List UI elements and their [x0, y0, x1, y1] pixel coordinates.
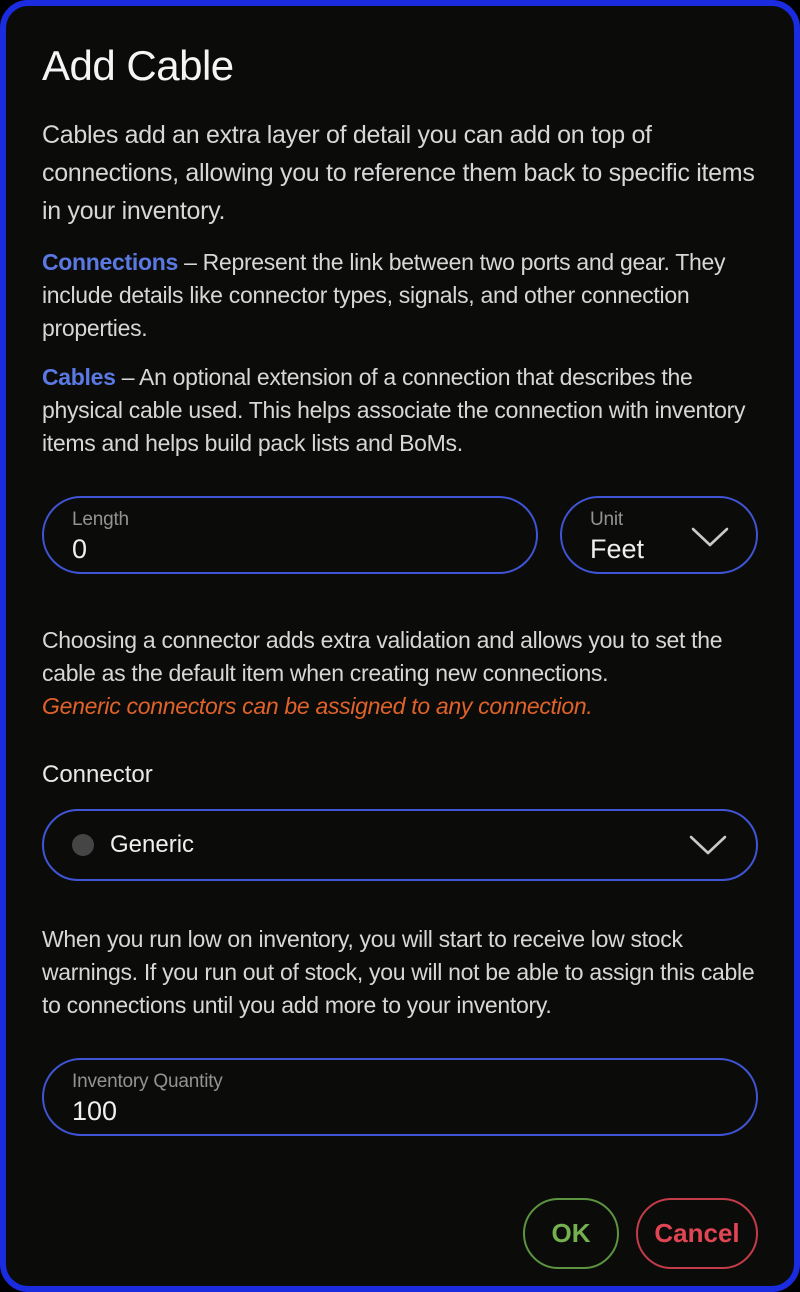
dialog-title: Add Cable — [42, 42, 234, 89]
connections-term: Connections — [42, 249, 178, 275]
inventory-quantity-label: Inventory Quantity — [72, 1071, 223, 1092]
length-field[interactable] — [42, 496, 538, 574]
length-input[interactable] — [72, 531, 508, 565]
unit-select-label: Unit — [590, 509, 623, 530]
connector-select-value: Generic — [110, 831, 195, 858]
inventory-quantity-input[interactable] — [72, 1093, 728, 1127]
length-field-label: Length — [72, 509, 129, 530]
ok-button[interactable]: OK — [523, 1198, 619, 1269]
inventory-help-text: When you run low on inventory, you will start to receive low stock warnings. If you run out of stock, you will not be able to assign this cable to connections until you add more to your inventory. — [42, 926, 755, 1018]
unit-select[interactable] — [560, 496, 758, 574]
intro-text: Cables add an extra layer of detail you can add on top of connections, allowing you to reference them back to specific items in your inventory. — [42, 121, 755, 225]
chevron-down-icon — [690, 526, 730, 548]
connector-select[interactable] — [42, 809, 758, 881]
connector-help-text — [42, 624, 758, 723]
cables-description: – An optional extension of a connection that describes the physical cable used. This helps associate the connection with inventory items and helps build pack lists and BoMs. — [42, 364, 746, 456]
cancel-button[interactable]: Cancel — [636, 1198, 758, 1269]
inventory-quantity-field[interactable] — [42, 1058, 758, 1136]
connections-description: – Represent the link between two ports and gear. They include details like connector types, signals, and other connection properties. — [42, 249, 726, 341]
length-unit-row — [42, 496, 758, 574]
connector-help-line: Choosing a connector adds extra validation and allows you to set the cable as the default item when creating new connections. — [42, 627, 723, 686]
generic-connector-dot-icon — [72, 834, 94, 856]
cables-definition — [42, 361, 758, 460]
connector-section-label: Connector — [42, 761, 153, 788]
unit-select-value: Feet — [590, 534, 645, 564]
chevron-down-icon — [688, 834, 728, 856]
inventory-quantity-row — [42, 1058, 758, 1136]
cables-term: Cables — [42, 364, 116, 390]
connections-definition — [42, 246, 758, 345]
dialog-actions — [42, 1198, 758, 1269]
generic-connector-note: Generic connectors can be assigned to any connection. — [42, 693, 593, 719]
